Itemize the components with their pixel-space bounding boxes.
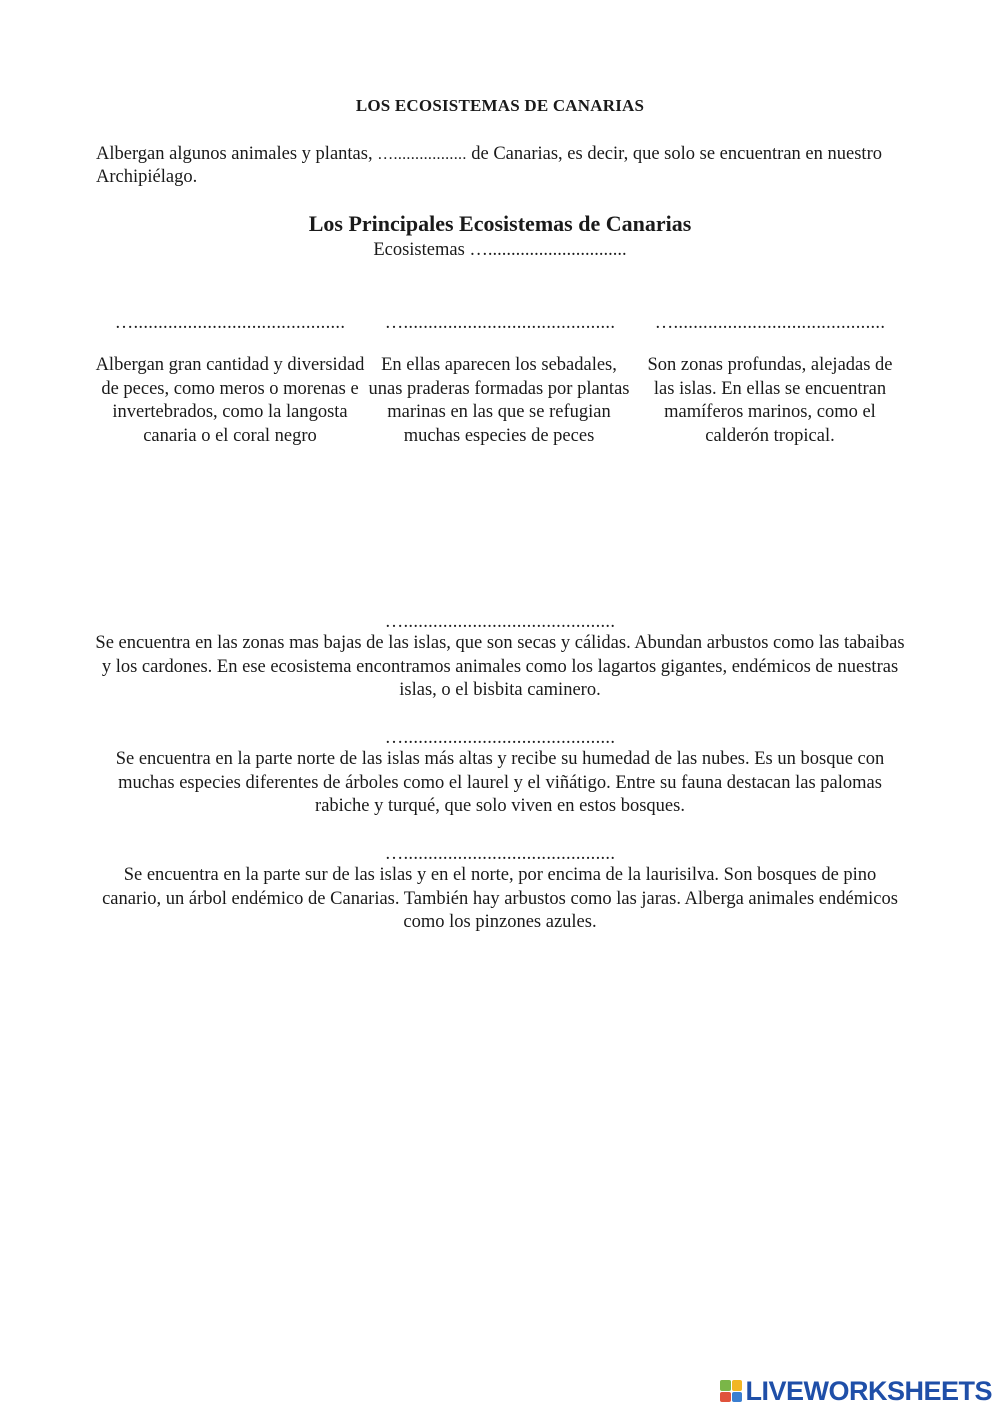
terrestrial-description-2: Se encuentra en la parte norte de las islas más altas y recibe su humedad de las nubes. Es un bosque con muchas especies diferentes de árboles como el laurel y el viñátigo. Entre su fauna destacan las palomas rabiche y turqué, que solo viven en estos bosques. [115,749,885,816]
intro-text-after: de Canarias, es decir, que solo se encuentran en nuestro Archipiélago. [96,144,882,187]
section-subheading: Ecosistemas ….............................. [373,240,627,260]
logo-text: LIVEWORKSHEETS [745,1375,992,1406]
marine-description-1: Albergan gran cantidad y diversidad de peces, como meros o morenas e invertebrados, como la langosta canaria o el coral negro [95,355,365,446]
terrestrial-description-3: Se encuentra en la parte sur de las islas y en el norte, por encima de la laurisilva. Son bosques de pino canario, un árbol endémico de Canarias. También hay arbustos como las jaras. Alberga animales endémicos como los pinzones azules. [102,865,898,932]
terrestrial-blank-1[interactable]: …........................................... [384,612,616,632]
intro-blank[interactable]: …................. [377,146,467,163]
intro-paragraph [96,143,906,189]
terrestrial-blank-2[interactable]: …........................................... [384,728,616,748]
terrestrial-blank-3[interactable]: …........................................... [384,844,616,864]
worksheet-title: LOS ECOSISTEMAS DE CANARIAS [355,96,645,115]
intro-text-before: Albergan algunos animales y plantas, [96,144,378,164]
liveworksheets-logo-icon [720,1380,742,1402]
terrestrial-description-1: Se encuentra en las zonas mas bajas de las islas, que son secas y cálidas. Abundan arbustos como las tabaibas y los cardones. En ese ecosistema encontramos animales como los lagartos gigantes, endémicos de nuestras islas, o el bisbita caminero. [95,633,905,700]
marine-blank-2[interactable]: …........................................... [384,313,616,333]
section-heading: Los Principales Ecosistemas de Canarias [308,211,692,236]
marine-description-2: En ellas aparecen los sebadales, unas praderas formadas por plantas marinas en las que se refugian muchas especies de peces [368,355,630,446]
liveworksheets-logo [720,1377,992,1405]
marine-description-3: Son zonas profundas, alejadas de las islas. En ellas se encuentran mamíferos marinos, como el calderón tropical. [647,355,893,446]
marine-blank-1[interactable]: …........................................... [114,313,346,333]
marine-blank-3[interactable]: …........................................... [654,313,886,333]
